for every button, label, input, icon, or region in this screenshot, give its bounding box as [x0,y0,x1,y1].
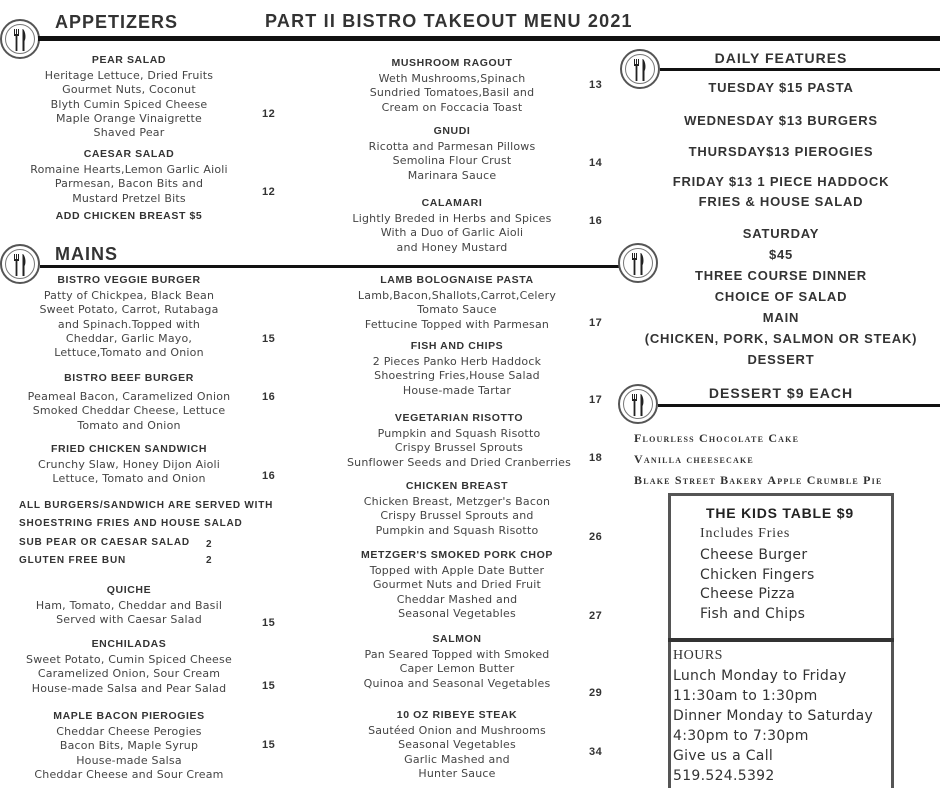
feature-tuesday: TUESDAY $15 PASTA [708,80,854,95]
item-description: Lightly Breded in Herbs and Spices With a Duo of Garlic Aioli and Honey Mustard [352,212,552,254]
item-price: 15 [262,680,276,692]
sub-salad-label: SUB PEAR OR CAESAR SALAD [19,537,190,548]
menu-item [342,57,562,115]
item-name: CALAMARI [421,197,483,209]
feature-saturday: SATURDAY [742,226,820,241]
item-name: VEGETARIAN RISOTTO [394,412,524,424]
sides-note-line1: ALL BURGERS/SANDWICH ARE SERVED WITH [19,500,274,511]
item-description: Romaine Hearts,Lemon Garlic Aioli Parmesan, Bacon Bits and Mustard Pretzel Bits [30,163,228,205]
menu-item [18,274,240,360]
item-price: 16 [589,215,603,227]
item-description: Pumpkin and Squash Risotto Crispy Brussel Sprouts Sunflower Seeds and Dried Cranberries [346,427,572,469]
hours-line: Lunch Monday to Friday [673,668,847,684]
item-description: Ham, Tomato, Cheddar and Basil Served with Caesar Salad [35,599,223,627]
item-name: CAESAR SALAD [83,148,175,160]
mains-heading: MAINS [55,244,118,264]
dessert-item: Blake Street Bakery Apple Crumble Pie [634,473,883,487]
item-price: 12 [262,108,276,120]
hours-line: Give us a Call [673,748,774,764]
menu-item [332,197,572,255]
feature-saturday-line: CHOICE OF SALAD [714,289,848,304]
item-name: MAPLE BACON PIEROGIES [53,710,205,722]
add-chicken-note: ADD CHICKEN BREAST $5 [55,209,203,222]
item-price: 34 [589,746,603,758]
kids-item: Cheese Burger [700,547,808,563]
item-price: 17 [589,317,603,329]
menu-item [342,549,572,621]
item-price: 13 [589,79,603,91]
item-price: 18 [589,452,603,464]
menu-item [14,372,244,433]
item-price: 14 [589,157,603,169]
feature-thursday: THURSDAY$13 PIEROGIES [688,144,874,159]
menu-item [18,443,240,487]
kids-item: Fish and Chips [700,606,806,622]
item-description: Heritage Lettuce, Dried Fruits Gourmet Nuts, Coconut Blyth Cumin Spiced Cheese Maple Orange Vinaigrette Shaved Pear [44,69,214,140]
kids-table-title: THE KIDS TABLE $9 [706,505,854,521]
item-description: Topped with Apple Date Butter Gourmet Nuts and Dried Fruit Cheddar Mashed and Seasonal Vegetables [369,564,545,620]
menu-item [18,54,240,140]
hours-line: 4:30pm to 7:30pm [673,728,809,744]
feature-saturday-line: DESSERT [747,352,815,367]
item-description: Sautéed Onion and Mushrooms Seasonal Vegetables Garlic Mashed and Hunter Sauce [368,724,546,780]
dessert-heading: DESSERT $9 EACH [708,385,854,401]
menu-item [342,709,572,781]
mains-rule [40,265,620,268]
item-price: 15 [262,617,276,629]
kids-item: Chicken Fingers [700,567,815,583]
item-price: 26 [589,531,603,543]
item-price: 17 [589,394,603,406]
item-description: Peameal Bacon, Caramelized Onion Smoked Cheddar Cheese, Lettuce Tomato and Onion [27,390,231,432]
feature-wednesday: WEDNESDAY $13 BURGERS [684,113,878,128]
feature-saturday-line: THREE COURSE DINNER [695,268,867,283]
item-description: Ricotta and Parmesan Pillows Semolina Flour Crust Marinara Sauce [368,140,536,182]
item-name: BISTRO BEEF BURGER [64,372,194,384]
feature-friday-sides: FRIES & HOUSE SALAD [698,194,864,209]
item-name: SALMON [432,633,482,645]
menu-item [336,412,582,470]
kids-item: Cheese Pizza [700,586,796,602]
feature-friday: FRIDAY $13 1 PIECE HADDOCK [672,174,890,189]
dessert-item: Flourless Chocolate Cake [634,431,800,445]
item-description: Cheddar Cheese Perogies Bacon Bits, Maple Syrup House-made Salsa Cheddar Cheese and Sour Cream [34,725,224,781]
item-description: Crunchy Slaw, Honey Dijon Aioli Lettuce, Tomato and Onion [37,458,221,486]
item-description: Lamb,Bacon,Shallots,Carrot,Celery Tomato Sauce Fettucine Topped with Parmesan [357,289,557,331]
menu-item [342,340,572,398]
menu-item [18,584,240,628]
hours-line: 11:30am to 1:30pm [673,688,818,704]
daily-features-rule [660,68,940,71]
sub-salad-price: 2 [206,539,213,550]
menu-item [14,638,244,696]
feature-saturday-line: MAIN [762,310,800,325]
item-description: Chicken Breast, Metzger's Bacon Crispy Brussel Sprouts and Pumpkin and Squash Risotto [363,495,551,537]
feature-saturday-price: $45 [768,247,794,262]
daily-features-heading: DAILY FEATURES [714,50,848,66]
feature-saturday-line: (CHICKEN, PORK, SALMON OR STEAK) [644,331,918,346]
item-name: METZGER'S SMOKED PORK CHOP [361,549,553,561]
hours-title: HOURS [673,648,723,663]
menu-item [342,480,572,538]
item-name: FRIED CHICKEN SANDWICH [50,443,208,455]
item-price: 27 [589,610,603,622]
item-price: 12 [262,186,276,198]
item-name: CHICKEN BREAST [405,480,509,492]
menu-item [342,125,562,183]
item-description: Weth Mushrooms,Spinach Sundried Tomatoes,Basil and Cream on Foccacia Toast [369,72,535,114]
item-description: 2 Pieces Panko Herb Haddock Shoestring Fries,House Salad House-made Tartar [372,355,542,397]
dessert-rule [658,404,940,407]
item-price: 15 [262,739,276,751]
item-price: 29 [589,687,603,699]
item-name: LAMB BOLOGNAISE PASTA [380,274,534,286]
hours-line: Dinner Monday to Saturday [673,708,874,724]
item-name: BISTRO VEGGIE BURGER [57,274,201,286]
item-price: 16 [262,470,276,482]
dessert-item: Vanilla cheesecake [634,452,754,466]
item-description: Sweet Potato, Cumin Spiced Cheese Caramelized Onion, Sour Cream House-made Salsa and Pear Salad [26,653,232,695]
appetizers-heading: APPETIZERS [55,12,179,32]
item-description: Pan Seared Topped with Smoked Caper Lemon Butter Quinoa and Seasonal Vegetables [363,648,551,690]
phone-number: 519.524.5392 [673,768,775,784]
item-name: PEAR SALAD [91,54,167,66]
item-description: Patty of Chickpea, Black Bean Sweet Potato, Carrot, Rutabaga and Spinach.Topped with Cheddar, Garlic Mayo, Lettuce,Tomato and Onion [39,289,219,360]
item-name: FISH AND CHIPS [410,340,504,352]
sides-note-line2: SHOESTRING FRIES AND HOUSE SALAD [19,518,243,529]
item-name: MUSHROOM RAGOUT [391,57,513,69]
menu-item [18,148,240,225]
kids-hours-divider [668,638,894,642]
item-name: GNUDI [433,125,471,137]
menu-item [18,710,240,782]
item-price: 15 [262,333,276,345]
item-price: 16 [262,391,276,403]
page-title: PART II BISTRO TAKEOUT MENU 2021 [265,11,633,31]
item-name: QUICHE [106,584,152,596]
menu-item [342,274,572,332]
item-name: ENCHILADAS [91,638,167,650]
cutlery-icon [0,19,40,59]
item-name: 10 OZ RIBEYE STEAK [396,709,518,721]
header-rule [38,36,940,41]
gluten-free-label: GLUTEN FREE BUN [19,555,126,566]
kids-subtitle: Includes Fries [700,526,791,541]
gluten-free-price: 2 [206,555,213,566]
menu-item [342,633,572,691]
